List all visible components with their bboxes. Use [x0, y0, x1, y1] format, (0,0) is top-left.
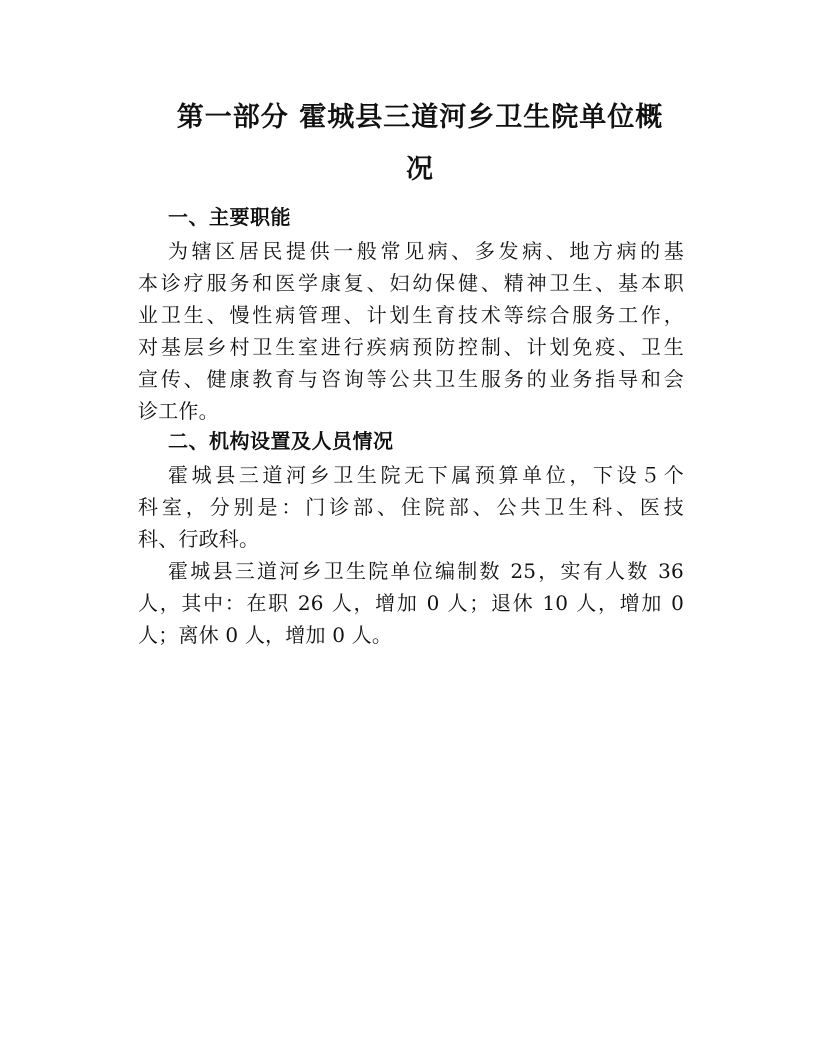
paragraph-line: 人；离休 0 人，增加 0 人。 — [138, 623, 393, 647]
paragraph-line: 科、行政科。 — [138, 527, 260, 551]
document-title-line-1: 第一部分 霍城县三道河乡卫生院单位概 — [176, 102, 664, 133]
paragraph-line: 诊工作。 — [138, 399, 219, 423]
section-heading-organization-staff: 二、机构设置及人员情况 — [168, 429, 394, 453]
paragraph-line: 对基层乡村卫生室进行疾病预防控制、计划免疫、卫生 — [138, 335, 684, 359]
paragraph-line: 霍城县三道河乡卫生院无下属预算单位，下设５个 — [168, 463, 684, 487]
document-title — [140, 92, 700, 196]
paragraph-line: 业卫生、慢性病管理、计划生育技术等综合服务工作， — [138, 303, 684, 327]
paragraph-main-functions — [138, 235, 684, 427]
paragraph-line: 本诊疗服务和医学康复、妇幼保健、精神卫生、基本职 — [138, 271, 684, 295]
paragraph-staff — [138, 555, 684, 651]
paragraph-line: 人，其中：在职 26 人，增加 0 人；退休 10 人，增加 0 — [138, 591, 684, 615]
document-title-line-2: 况 — [406, 154, 434, 185]
paragraph-organization — [138, 459, 684, 555]
paragraph-line: 科室，分别是：门诊部、住院部、公共卫生科、医技 — [138, 495, 684, 519]
section-heading-main-functions: 一、主要职能 — [168, 205, 291, 229]
paragraph-line: 宣传、健康教育与咨询等公共卫生服务的业务指导和会 — [138, 367, 684, 391]
paragraph-line: 霍城县三道河乡卫生院单位编制数 25，实有人数 36 — [168, 559, 684, 583]
paragraph-line: 为辖区居民提供一般常见病、多发病、地方病的基 — [168, 239, 684, 263]
